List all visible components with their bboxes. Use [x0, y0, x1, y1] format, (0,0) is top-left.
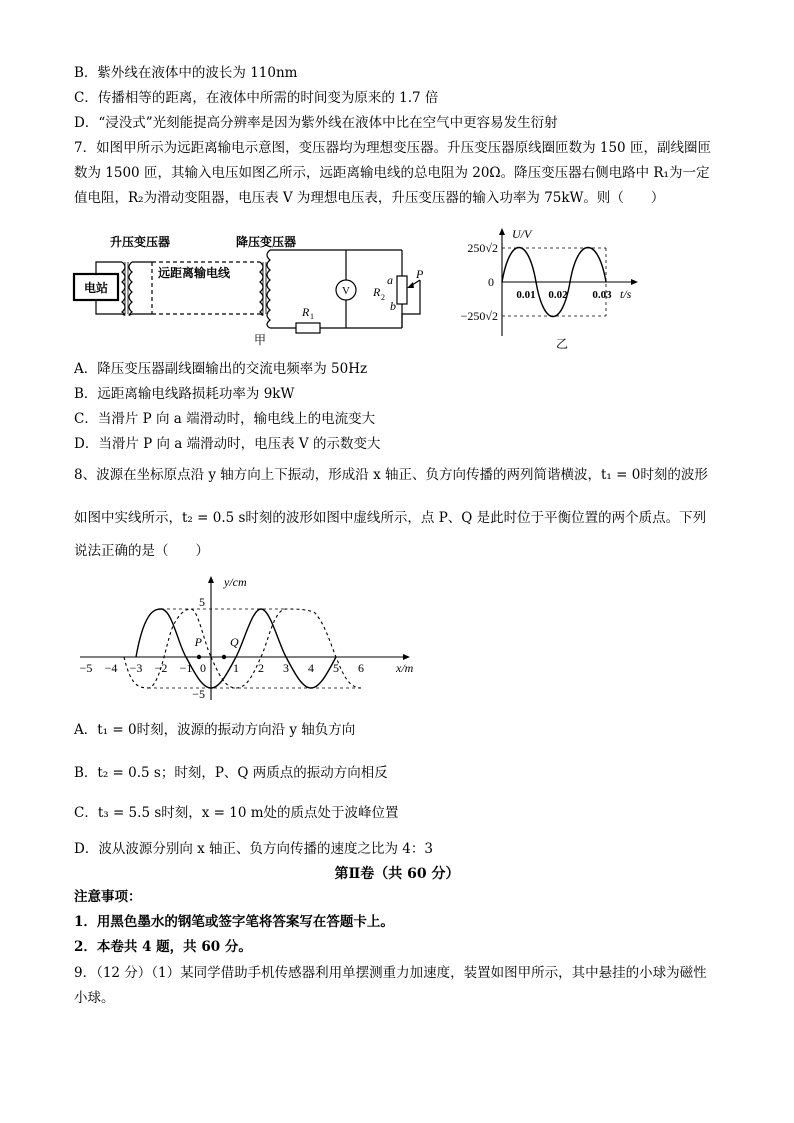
wave-tick-label: −1	[179, 661, 193, 675]
slider-p-label: P	[416, 267, 424, 281]
q8-stem-line3: 说法正确的是（ ）	[74, 543, 209, 559]
q7-stem-line3: 值电阻，R₂为滑动变阻器，电压表 V 为理想电压表，升压变压器的输入功率为 75kW。则（ ）	[74, 190, 665, 206]
yi-tick-002: 0.02	[548, 289, 568, 301]
point-q-label: Q	[230, 635, 239, 649]
wave-x-axis-label: x/m	[396, 661, 414, 675]
transmission-line-label: 远距离输电线	[158, 266, 231, 280]
q7-option-a: A．降压变压器副线圈输出的交流电频率为 50Hz	[74, 361, 368, 377]
step-up-label: 升压变压器	[110, 235, 171, 249]
yi-t-axis-label: t/s	[620, 287, 632, 301]
q8-stem-line2: 如图中实线所示，t₂ = 0.5 s时刻的波形如图中虚线所示，点 P、Q 是此时位于平衡位置的两个质点。下列	[74, 510, 707, 526]
yi-origin-label: 0	[488, 275, 494, 289]
q8-option-b: B．t₂ = 0.5 s；时刻，P、Q 两质点的振动方向相反	[74, 765, 388, 781]
q7-figure-jia	[70, 232, 430, 352]
figure-jia-caption: 甲	[253, 333, 267, 347]
wave-tick-label: −5	[79, 661, 93, 675]
yi-positive-peak-label: 250√2	[467, 241, 498, 255]
q9-stem-line2: 小球。	[74, 990, 115, 1006]
r1-subscript: 1	[310, 312, 314, 321]
yi-y-axis-label: U/V	[512, 227, 532, 241]
q8-option-c: C．t₃ = 5.5 s时刻，x = 10 m处的质点处于波峰位置	[74, 805, 399, 821]
wave-tick-label: −3	[129, 661, 143, 675]
q7-option-c: C．当滑片 P 向 a 端滑动时，输电线上的电流变大	[74, 411, 376, 427]
wave-tick-label: 1	[233, 661, 239, 675]
part2-title: 第Ⅱ卷（共 60 分）	[334, 866, 460, 882]
terminal-a-label: a	[387, 273, 393, 287]
wave-tick-label: 5	[333, 661, 339, 675]
r1-label: R	[302, 305, 310, 319]
q8-option-a: A．t₁ = 0时刻，波源的振动方向沿 y 轴负方向	[74, 722, 356, 738]
q9-stem-line1: 9．（12 分）（1）某同学借助手机传感器利用单摆测重力加速度，装置如图甲所示，其中悬挂的小球为磁性	[74, 965, 707, 981]
yi-negative-peak-label: −250√2	[460, 309, 498, 323]
wave-y-top-label: 5	[199, 595, 205, 609]
q7-option-d: D．当滑片 P 向 a 端滑动时，电压表 V 的示数变大	[74, 436, 381, 452]
figure-yi-caption: 乙	[555, 337, 569, 351]
point-p-label: P	[194, 635, 202, 649]
wave-y-axis-label: y/cm	[224, 575, 247, 589]
wave-y-bottom-label: −5	[192, 687, 205, 701]
notice-item-2: 2．本卷共 4 题，共 60 分。	[74, 939, 252, 955]
wave-tick-label: 3	[283, 661, 289, 675]
q8-wave-figure	[74, 572, 414, 706]
q6-option-b: B．紫外线在液体中的波长为 110nm	[74, 65, 298, 81]
wave-tick-label: 6	[358, 661, 364, 675]
wave-tick-label: −4	[104, 661, 118, 675]
q8-option-d: D．波从波源分别向 x 轴正、负方向传播的速度之比为 4：3	[74, 841, 433, 857]
q7-figure-yi	[444, 226, 644, 354]
point-q-marker	[222, 655, 226, 659]
yi-tick-001: 0.01	[516, 289, 536, 301]
r2-subscript: 2	[381, 293, 385, 302]
wave-tick-label: 2	[258, 661, 264, 675]
q8-stem-line1: 8、波源在坐标原点沿 y 轴方向上下振动，形成沿 x 轴正、负方向传播的两列简谐横波，t₁ = 0时刻的波形	[74, 467, 708, 483]
q7-option-b: B．远距离输电线路损耗功率为 9kW	[74, 386, 295, 402]
r2-label: R	[373, 285, 381, 299]
q6-option-d: D．“浸没式”光刻能提高分辨率是因为紫外线在液体中比在空气中更容易发生衍射	[74, 115, 558, 131]
voltmeter-label: V	[342, 285, 350, 297]
wave-tick-label: −2	[154, 661, 168, 675]
terminal-b-label: b	[390, 299, 396, 313]
q6-option-c: C．传播相等的距离，在液体中所需的时间变为原来的 1.7 倍	[74, 90, 439, 106]
step-down-label: 降压变压器	[236, 235, 297, 249]
notice-item-1: 1．用黑色墨水的钢笔或签字笔将答案写在答题卡上。	[74, 914, 394, 930]
wave-tick-label: 4	[308, 661, 314, 675]
wave-origin-label: 0	[200, 661, 206, 675]
point-p-marker	[197, 655, 201, 659]
station-label: 电站	[83, 281, 109, 295]
q7-stem-line2: 数为 1500 匝，其输入电压如图乙所示，远距离输电线的总电阻为 20Ω。降压变压器右侧电路中 R₁为一定	[74, 165, 710, 181]
yi-tick-003: 0.03	[592, 289, 612, 301]
q7-stem-line1: 7．如图甲所示为远距离输电示意图，变压器均为理想变压器。升压变压器原线圈匝数为 150 匝，副线圈匝	[74, 140, 711, 156]
notice-heading: 注意事项：	[74, 889, 142, 905]
